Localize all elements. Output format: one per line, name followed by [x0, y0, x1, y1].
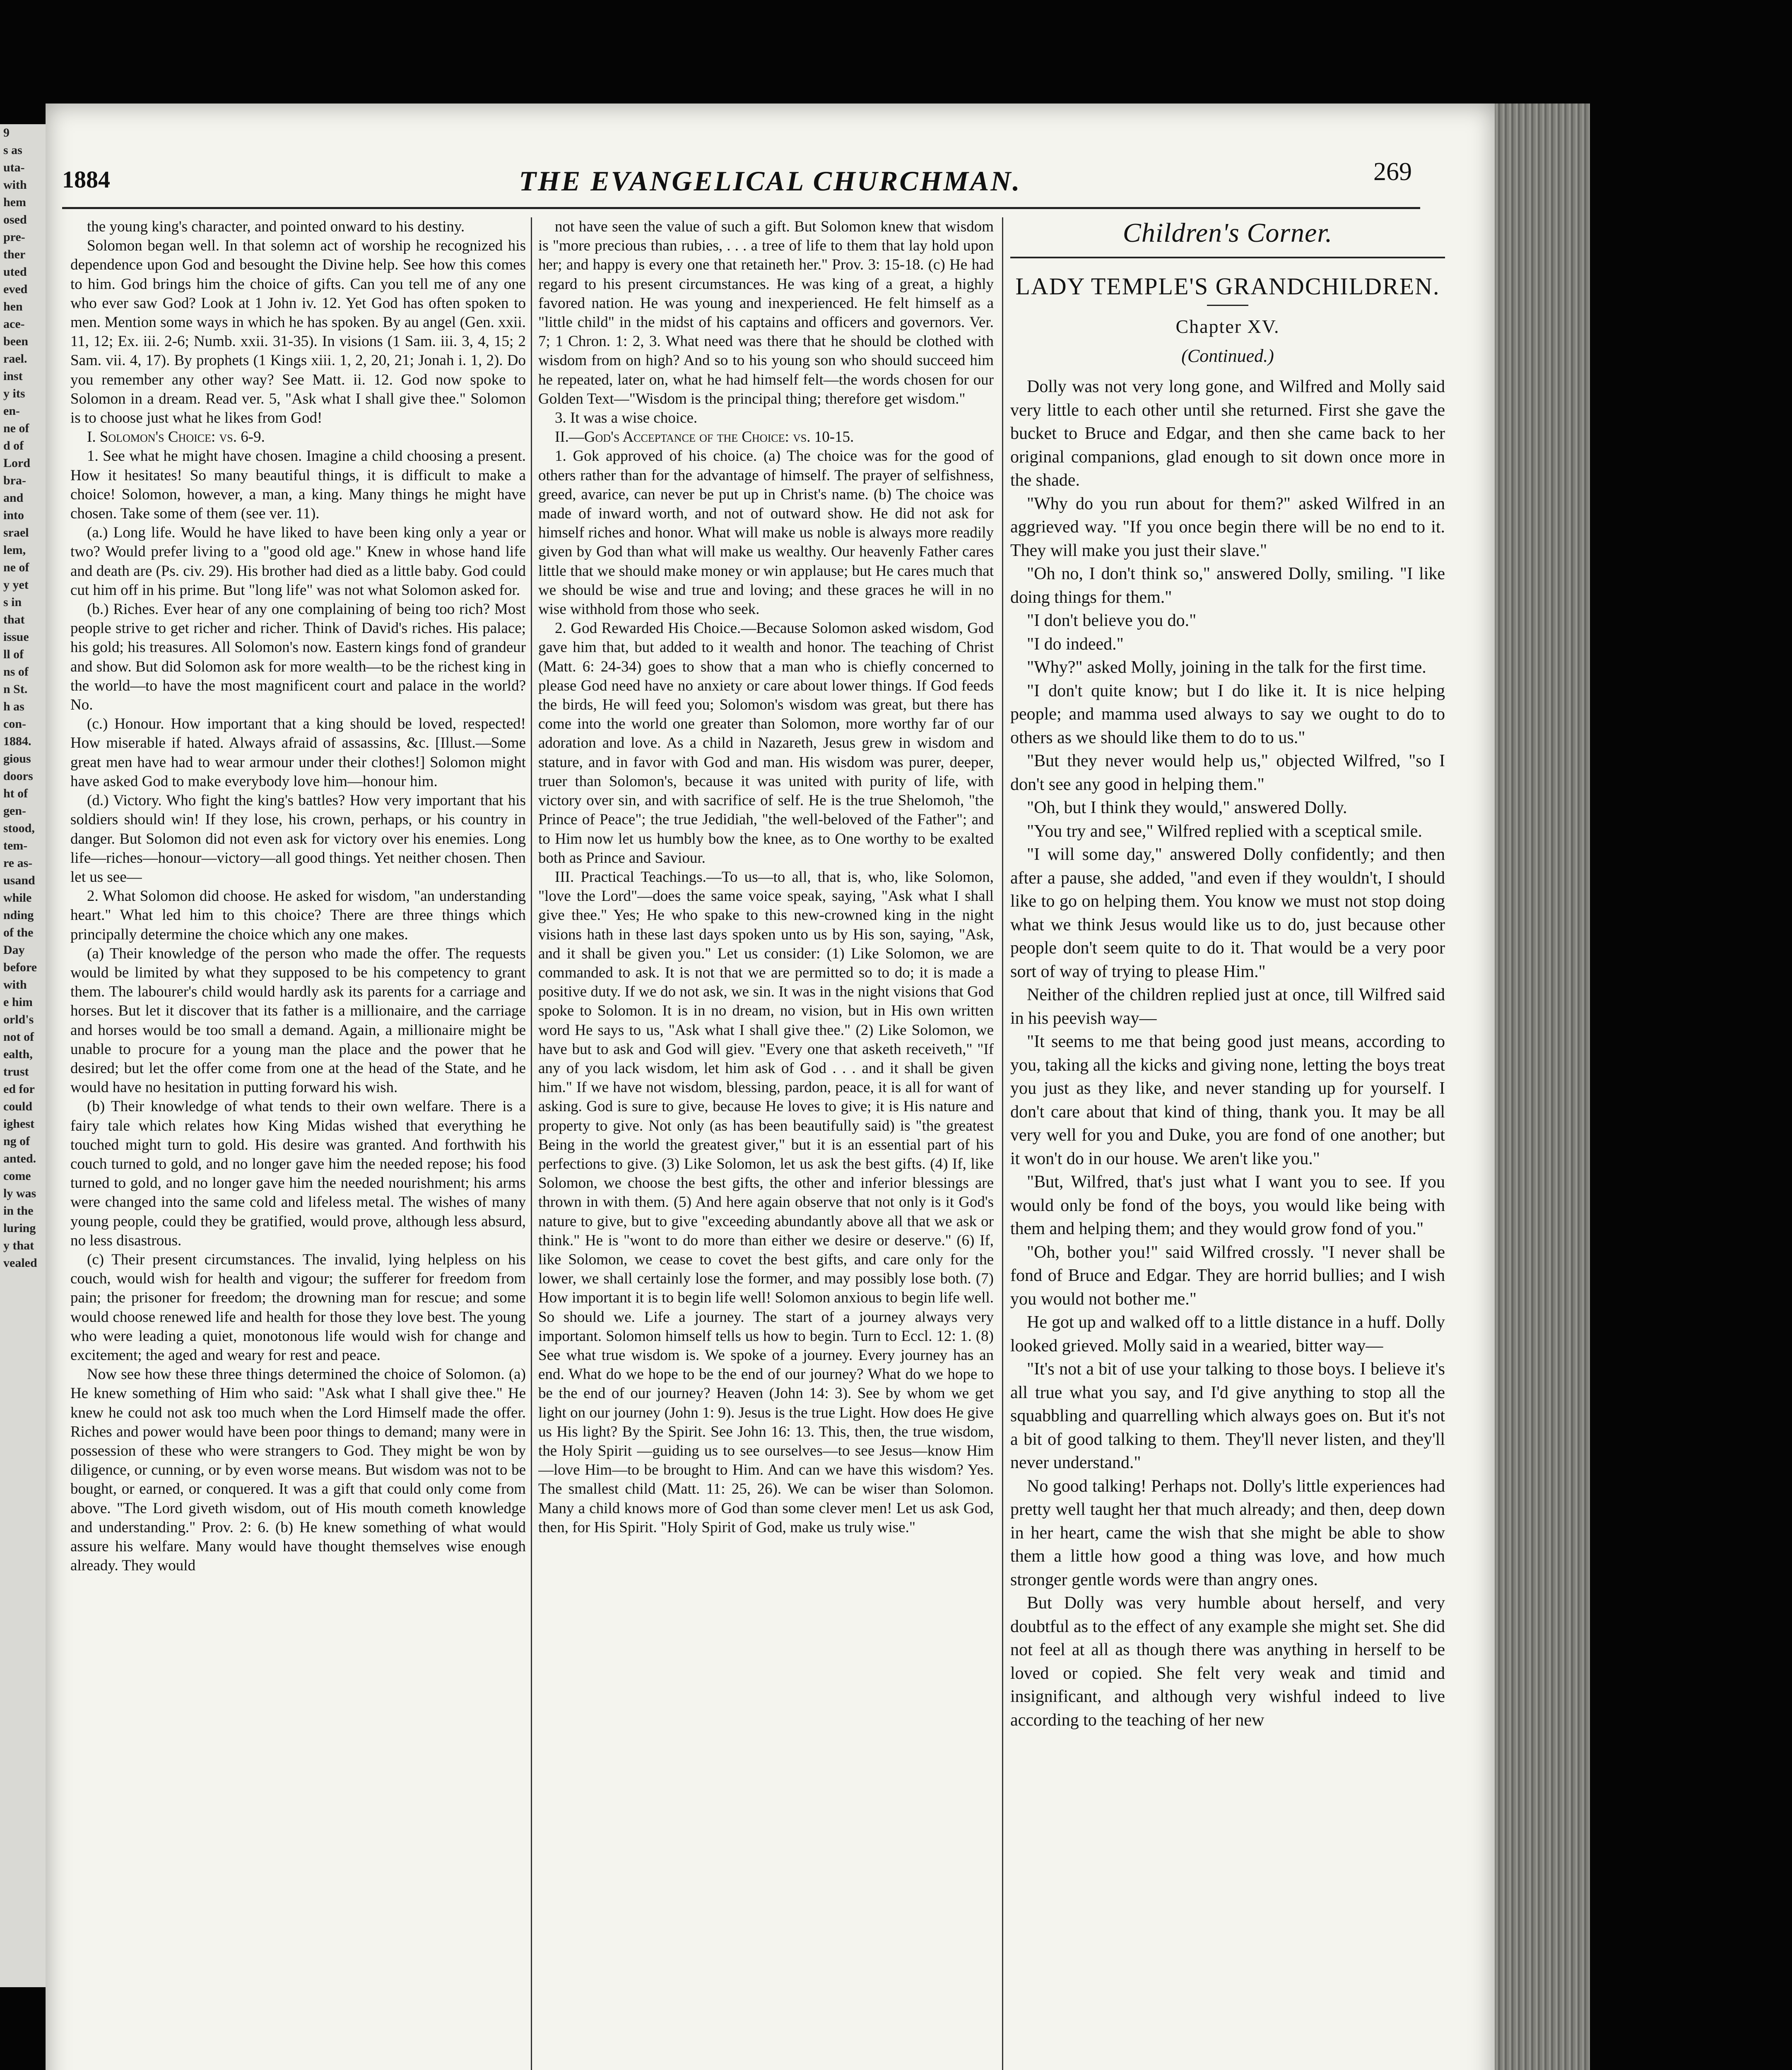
previous-page-fragment: hem — [3, 195, 26, 209]
paragraph: "It seems to me that being good just means, according to you, taking all the kicks and giving none, letting the boys treat you just as they like, and never standing up for yourself. I don't care about that kind of thing, thank you. It may be all very well for you and Duke, you are fond of one another; but it won't do in our house. We aren't like you." — [1010, 1032, 1445, 1168]
paragraph: "Why?" asked Molly, joining in the talk for the first time. — [1027, 658, 1426, 677]
paragraph: (d.) Victory. Who fight the king's battles? How very important that his soldiers should win! If they lose, his crown, perhaps, or his country in danger. But Solomon did not even ask for victory over his enemies. Long life—riches—honour—victory—all good things. Yet neither chosen. Then let us see— — [70, 792, 526, 886]
paragraph: "I will some day," answered Dolly confidently; and then after a pause, she added, "and even if they wouldn't, I should like to go on helping them. You know we must not stop doing what we think Jesus would like us to do, just because other people don't seem quite to do it. That would be a very poor sort of way of trying to please Him." — [1010, 845, 1445, 981]
paragraph: 2. What Solomon did choose. He asked for wisdom, "an understanding heart." What led him to this choice? There are three things which principally determine the choice which any one makes. — [70, 888, 526, 943]
paragraph: I. Solomon's Choice: vs. 6-9. — [87, 428, 265, 446]
paragraph: (a.) Long life. Would he have liked to have been king only a year or two? Would prefer living to a "good old age." Knew in whose hand life and death are (Ps. civ. 29). His brother had died as a little baby. God could cut him off in his prime. But "long life" was not what Solomon asked for. — [70, 524, 526, 599]
section-title: Children's Corner. — [1122, 218, 1333, 248]
previous-page-fragment: n St. — [3, 682, 28, 696]
paragraph: "But, Wilfred, that's just what I want you to see. If you would only be fond of the boys, you would like being with them and helping them; and they would grow fond of you." — [1010, 1172, 1445, 1238]
previous-page-fragment: con- — [3, 717, 26, 731]
previous-page-fragment: y that — [3, 1239, 34, 1252]
paragraph: "I don't quite know; but I do like it. It is nice helping people; and mamma used always to say we ought to do to others as we should like them to do to us." — [1010, 681, 1445, 747]
paragraph: "Oh, but I think they would," answered Dolly. — [1027, 798, 1347, 817]
chapter-heading: Chapter XV. — [1175, 316, 1280, 337]
previous-page-fragment: trust — [3, 1065, 29, 1078]
previous-page-fragment: ne of — [3, 561, 29, 574]
column-1 — [70, 217, 526, 2070]
paragraph: But Dolly was very humble about herself, and very doubtful as to the effect of any example she might set. She did not feel at all as though there was anything in herself to be loved or copied. She felt very weak and timid and insignificant, and although very wishful indeed to live according to the teaching of her new — [1010, 1593, 1445, 1730]
previous-page-fragment: stood, — [3, 821, 35, 835]
paragraph: No good talking! Perhaps not. Dolly's little experiences had pretty well taught her that much already; and then, deep down in her heart, came the wish that she might be able to show them a little how good a thing was love, and how much stronger gentle words were than angry ones. — [1010, 1476, 1445, 1589]
previous-page-fragment: been — [3, 335, 28, 348]
paragraph: II.—God's Acceptance of the Choice: vs. 10-15. — [555, 428, 854, 446]
previous-page-fragment: hen — [3, 300, 23, 313]
previous-page-fragment: ne of — [3, 421, 29, 435]
previous-page-fragment: 9 — [3, 126, 10, 140]
previous-page-fragment: e him — [3, 995, 33, 1009]
previous-page-fragment: vealed — [3, 1256, 37, 1270]
previous-page-fragment: en- — [3, 404, 20, 418]
column-divider-2 — [1002, 217, 1003, 2070]
previous-page-fragment: with — [3, 978, 27, 992]
paragraph: (b) Their knowledge of what tends to their own welfare. There is a fairy tale which relates how King Midas wished that everything he touched might turn to gold. His desire was granted. And forthwith his couch turned to gold, and no longer gave him the needed repose; his food turned to gold, and no longer gave him the needed nourishment; his arms were changed into the same cold and lifeless metal. The wishes of many young people, could they be gratified, would prove, although less absurd, no less disastrous. — [70, 1098, 526, 1249]
paragraph: "Oh, bother you!" said Wilfred crossly. "I never shall be fond of Bruce and Edgar. They are horrid bullies; and I wish you would not bother me." — [1010, 1242, 1445, 1309]
paragraph: (a) Their knowledge of the person who made the offer. The requests would be limited by what they supposed to be his competency to grant them. The labourer's child would hardly ask its parents for a carriage and horses. But let it discover that its father is a millionaire, and the carriage and horses would be too small a demand. Again, a millionaire might be unable to procure for a young man the place and the power that he desired; but let the offer come from one at the head of the State, and he would have no hesitation in putting forward his wish. — [70, 945, 526, 1096]
previous-page-text — [3, 124, 45, 1272]
previous-page-fragment: into — [3, 508, 24, 522]
previous-page-fragment: Lord — [3, 456, 31, 470]
header-rule — [62, 207, 1420, 209]
previous-page-fragment: lem, — [3, 543, 26, 557]
paragraph: "But they never would help us," objected Wilfred, "so I don't see any good in helping them." — [1010, 751, 1445, 794]
previous-page-fragment: tem- — [3, 839, 28, 852]
paragraph: "I do indeed." — [1027, 634, 1124, 654]
page-header — [46, 157, 1495, 207]
previous-page-fragment: bra- — [3, 474, 26, 487]
previous-page-fragment: ther — [3, 248, 26, 261]
paragraph: Solomon began well. In that solemn act of worship he recognized his dependence upon God and besought the Divine help. See how this comes to him. God brings him the choice of gifts. Can you tell me of any one who ever saw God? Look at 1 John iv. 12. Yet God has often spoken to men. Mention some ways in which he has spoken. By au angel (Gen. xxii. 11, 12; Ex. iii. 2-6; Numb. xxii. 31-35). In visions (1 Sam. iii. 3, 4, 15; 2 Sam. vii. 4, 17). By prophets (1 Kings xiii. 1, 2, 20, 21; Jonah i. 1, 2). Do you remember any other way? See Matt. ii. 12. God now spoke to Solomon in a dream. Read ver. 5, "Ask what I shall give thee." Solomon is to choose just what he likes from God! — [70, 237, 526, 427]
previous-page-fragment: of the — [3, 926, 34, 939]
paragraph: Now see how these three things determined the choice of Solomon. (a) He knew something of Him who said: "Ask what I shall give thee." He knew he could not ask too much when the Lord Himself made the offer. Riches and power would have been poor things to demand; many were in possession of these who were strangers to God. They might be won by diligence, or cunning, or by even worse means. But wisdom was not to be bought, or earned, or conquered. It was a gift that could only come from above. "The Lord giveth wisdom, out of His mouth cometh knowledge and understanding." Prov. 2: 6. (b) He knew something of what would assure his welfare. Many would have thought themselves wise enough already. They would — [70, 1366, 526, 1574]
previous-page-fragment: doors — [3, 769, 33, 783]
previous-page-fragment: before — [3, 960, 37, 974]
paragraph: 1. See what he might have chosen. Imagine a child choosing a present. How it hesitates! So many beautiful things, it is difficult to make a choice! Solomon, however, a man, a king. Many things he might have chosen. Take some of them (see ver. 11). — [70, 448, 526, 522]
paragraph: Neither of the children replied just at once, till Wilfred said in his peevish way— — [1010, 985, 1445, 1028]
column-3-childrens-corner — [1010, 217, 1445, 2070]
previous-page-fragment: usand — [3, 874, 35, 887]
paragraph: Dolly was not very long gone, and Wilfred and Molly said very little to each other until she returned. First she gave the bucket to Bruce and Edgar, and then she came back to her original companions, glad enough to sit down once more in the shade. — [1010, 377, 1445, 490]
previous-page-fragment: pre- — [3, 230, 25, 244]
previous-page-fragment: issue — [3, 630, 29, 644]
previous-page-fragment: ealth, — [3, 1047, 33, 1061]
story-body — [1010, 375, 1445, 1732]
previous-page-fragment: ace- — [3, 317, 25, 331]
previous-page-fragment: h as — [3, 700, 24, 713]
paragraph: "Why do you run about for them?" asked Wilfred in an aggrieved way. "If you once begin there will be no end to it. They will make you just their slave." — [1010, 494, 1445, 560]
previous-page-fragment: orld's — [3, 1013, 34, 1026]
previous-page-fragment: ighest — [3, 1117, 34, 1131]
paragraph: "It's not a bit of use your talking to those boys. I believe it's all true what you say, and I'd give anything to stop all the squabbling and quarrelling which always goes on. But it's not a bit of good talking to them. They'll never listen, and they'll never understand." — [1010, 1360, 1445, 1472]
story-title: LADY TEMPLE'S GRANDCHILDREN. — [1015, 272, 1440, 300]
previous-page-fragment: y its — [3, 387, 25, 400]
previous-page-fragment: rael. — [3, 352, 27, 366]
previous-page-fragment: anted. — [3, 1152, 36, 1165]
title-rule — [1207, 305, 1248, 306]
previous-page-fragment: not of — [3, 1030, 34, 1044]
previous-page-fragment: luring — [3, 1221, 36, 1235]
previous-page-fragment: nding — [3, 908, 34, 922]
previous-page-fragment: that — [3, 613, 25, 626]
column-divider-1 — [531, 217, 532, 2070]
previous-page-fragment: re as- — [3, 856, 33, 870]
paragraph: III. Practical Teachings.—To us—to all, that is, who, like Solomon, "love the Lord"—does the same voice speak, saying, "Ask what I shall give thee." Yes; He who spake to this new-crowned king in the night visions hath in these last days spoken unto us by His son, saying, "Ask, and it shall be given you." Let us consider: (1) Like Solomon, we are commanded to ask. It is not that we are permitted so to do; it is made a positive duty. If we do not ask, we sin. It was in the night visions that God spoke to Solomon. It is in no dream, no vision, but in His own written word He says to us, "Ask what I shall give thee." (2) Like Solomon, we have but to ask and God will giev. "Every one that asketh receiveth," "If any of you lack wisdom, let him ask of God . . . and it shall be given him." If we have not wisdom, blessing, pardon, peace, it is all for want of asking. God is sure to give, because He loves to give; it is His nature and property to give. Not only (as has been beautifully said) is "the greatest Being in the world the greatest giver," but it is an essential part of his perfections to give. (3) Like Solomon, let us ask the best gifts. (4) If, like Solomon, we choose the best gifts, the other and inferior blessings are thrown in with them. (5) And here again observe that not only is it God's nature to give, but to give "exceeding abundantly above all that we ask or think." He is "wont to do more than either we desire or deserve." (6) If, like Solomon, we cease to covet the best gifts, and care only for the lower, we shall certainly lose the former, and may possibly lose both. (7) How important it is to begin life well! Solomon anxious to begin life well. So should we. Life a journey. The start of a journey always very important. Solomon himself tells us how to begin. Turn to Eccl. 12: 1. (8) See what true wisdom is. We spoke of a journey. Every journey has an end. What do we hope to be the end of our journey? What do we hope to be the end of our journey? Heaven (John 14: 3). See by whom we get light on our journey (John 1: 9). Jesus is the true Light. How does He give us His light? By the Spirit. See John 16: 13. This, then, the true wisdom, the Holy Spirit —guiding us to see ourselves—to see Jesus—know Him—love Him—to be brought to Him. And can we have this wisdom? Yes. The smallest child (Matt. 11: 25, 26). We can be wiser than Solomon. Many a child knows more of God than some clever men! Let us ask God, then, for His Spirit. "Holy Spirit of God, make us truly wise." — [538, 868, 994, 1536]
paragraph: "I don't believe you do." — [1027, 611, 1197, 630]
paragraph: not have seen the value of such a gift. But Solomon knew that wisdom is "more precious than rubies, . . . a tree of life to them that lay hold upon her; and happy is every one that retaineth her." Prov. 3: 15-18. (c) He had regard to his present circumstances. He was king of a great, a highly favored nation. He was young and inexperienced. He felt himself as a "little child" in the midst of his captains and officers and governors. Ver. 7; 1 Chron. 1: 2, 3. What need was there that he should be clothed with wisdom from on high? And so to his young son who should succeed him he repeated, later on, what he had himself felt—the words chosen for our Golden Text—"Wisdom is the principal thing; therefore get wisdom." — [538, 218, 994, 407]
previous-page-fragment: ll of — [3, 647, 24, 661]
previous-page-fragment: inst — [3, 369, 23, 383]
paragraph: (c.) Honour. How important that a king should be loved, respected! How miserable if hated. Always afraid of assassins, &c. [Illust.—Some great men have had to wear armour under their clothes!] Solomon might have asked God to make everybody love him—honour him. — [70, 715, 526, 790]
paragraph: He got up and walked off to a little distance in a huff. Dolly looked grieved. Molly said in a wearied, bitter way— — [1010, 1313, 1445, 1355]
previous-page-fragment: ht of — [3, 787, 28, 800]
paragraph: the young king's character, and pointed onward to his destiny. — [87, 218, 465, 235]
previous-page-fragment: could — [3, 1100, 33, 1113]
previous-page-fragment: osed — [3, 213, 27, 226]
paragraph: (c) Their present circumstances. The invalid, lying helpless on his couch, would wish for health and vigour; the sufferer for freedom from pain; the prisoner for freedom; the drowning man for rescue; and some would choose renewed life and health for those they love best. The young who were leading a quiet, monotonous life would wish for change and excitement; the aged and weary for rest and peace. — [70, 1251, 526, 1364]
previous-page-fragment: in the — [3, 1204, 34, 1218]
previous-page-fragment: gen- — [3, 804, 26, 818]
page-number: 269 — [1373, 158, 1412, 186]
year-label: 1884 — [62, 166, 110, 193]
previous-page-strip — [0, 124, 46, 1987]
paragraph: 1. Gok approved of his choice. (a) The choice was for the good of others rather than for the advantage of himself. The prayer of selfishness, greed, avarice, can never be put up in Christ's name. (b) The choice was made of inward worth, and not of outward show. He did not ask for himself riches and honor. What will make us noble is always more readily given by God than what will make us wealthy. Our heavenly Father cares little that we should make money or win applause; but He cares much that we should be wise and true and loving; and these graces he will in no wise withhold from those who seek. — [538, 448, 994, 618]
previous-page-fragment: s as — [3, 143, 22, 157]
paragraph: 2. God Rewarded His Choice.—Because Solomon asked wisdom, God gave him that, but added to it wealth and honor. The teaching of Christ (Matt. 6: 24-34) goes to show that a man who is chiefly concerned to please God need have no anxiety or care about lower things. If God feeds the birds, He will feed you; Solomon's wisdom was great, but there has come into the world one greater than Solomon, more worthy far of our adoration and love. As a child in Nazareth, Jesus grew in wisdom and stature, and in favor with God and man. His wisdom was purer, deeper, truer than Solomon's, because it was united with purity of life, with victory over sin, and with sacrifice of self. He is the true Shelomoh, "the Prince of Peace"; the true Jedidiah, "the well-beloved of the Father"; and to Him now let us humbly bow the knee, as to One worthy to be exalted both as Prince and Saviour. — [538, 620, 994, 867]
newspaper-page — [46, 104, 1495, 2070]
previous-page-fragment: Day — [3, 943, 25, 957]
previous-page-fragment: eved — [3, 282, 28, 296]
previous-page-fragment: 1884. — [3, 734, 31, 748]
column-2 — [538, 217, 994, 2070]
paragraph: (b.) Riches. Ever hear of any one complaining of being too rich? Most people strive to get richer and richer. Think of David's riches. His palace; his gold; his treasures. All Solomon's now. Eastern kings fond of grandeur and show. But did Solomon ask for more wealth—to be the richest king in the world—to have the most magnificent court and palace in the world? No. — [70, 601, 526, 714]
previous-page-fragment: come — [3, 1169, 31, 1183]
previous-page-fragment: s in — [3, 595, 22, 609]
paragraph: "Oh no, I don't think so," answered Dolly, smiling. "I like doing things for them." — [1010, 564, 1445, 607]
previous-page-fragment: ed for — [3, 1082, 35, 1096]
previous-page-fragment: gious — [3, 752, 31, 765]
previous-page-fragment: uta- — [3, 161, 25, 174]
previous-page-fragment: srael — [3, 526, 29, 539]
paragraph: "You try and see," Wilfred replied with a sceptical smile. — [1027, 821, 1422, 841]
previous-page-fragment: with — [3, 178, 27, 192]
previous-page-fragment: d of — [3, 439, 24, 453]
journal-title: THE EVANGELICAL CHURCHMAN. — [519, 165, 1021, 197]
continued-note: (Continued.) — [1181, 345, 1274, 366]
previous-page-fragment: ly was — [3, 1187, 36, 1200]
previous-page-fragment: ng of — [3, 1134, 30, 1148]
previous-page-fragment: while — [3, 891, 32, 905]
previous-page-fragment: and — [3, 491, 24, 505]
previous-page-fragment: y yet — [3, 578, 29, 592]
previous-page-fragment: ns of — [3, 665, 29, 679]
book-page-edges — [1495, 104, 1590, 2070]
previous-page-fragment: uted — [3, 265, 27, 279]
section-rule — [1010, 257, 1445, 258]
paragraph: 3. It was a wise choice. — [555, 409, 698, 427]
